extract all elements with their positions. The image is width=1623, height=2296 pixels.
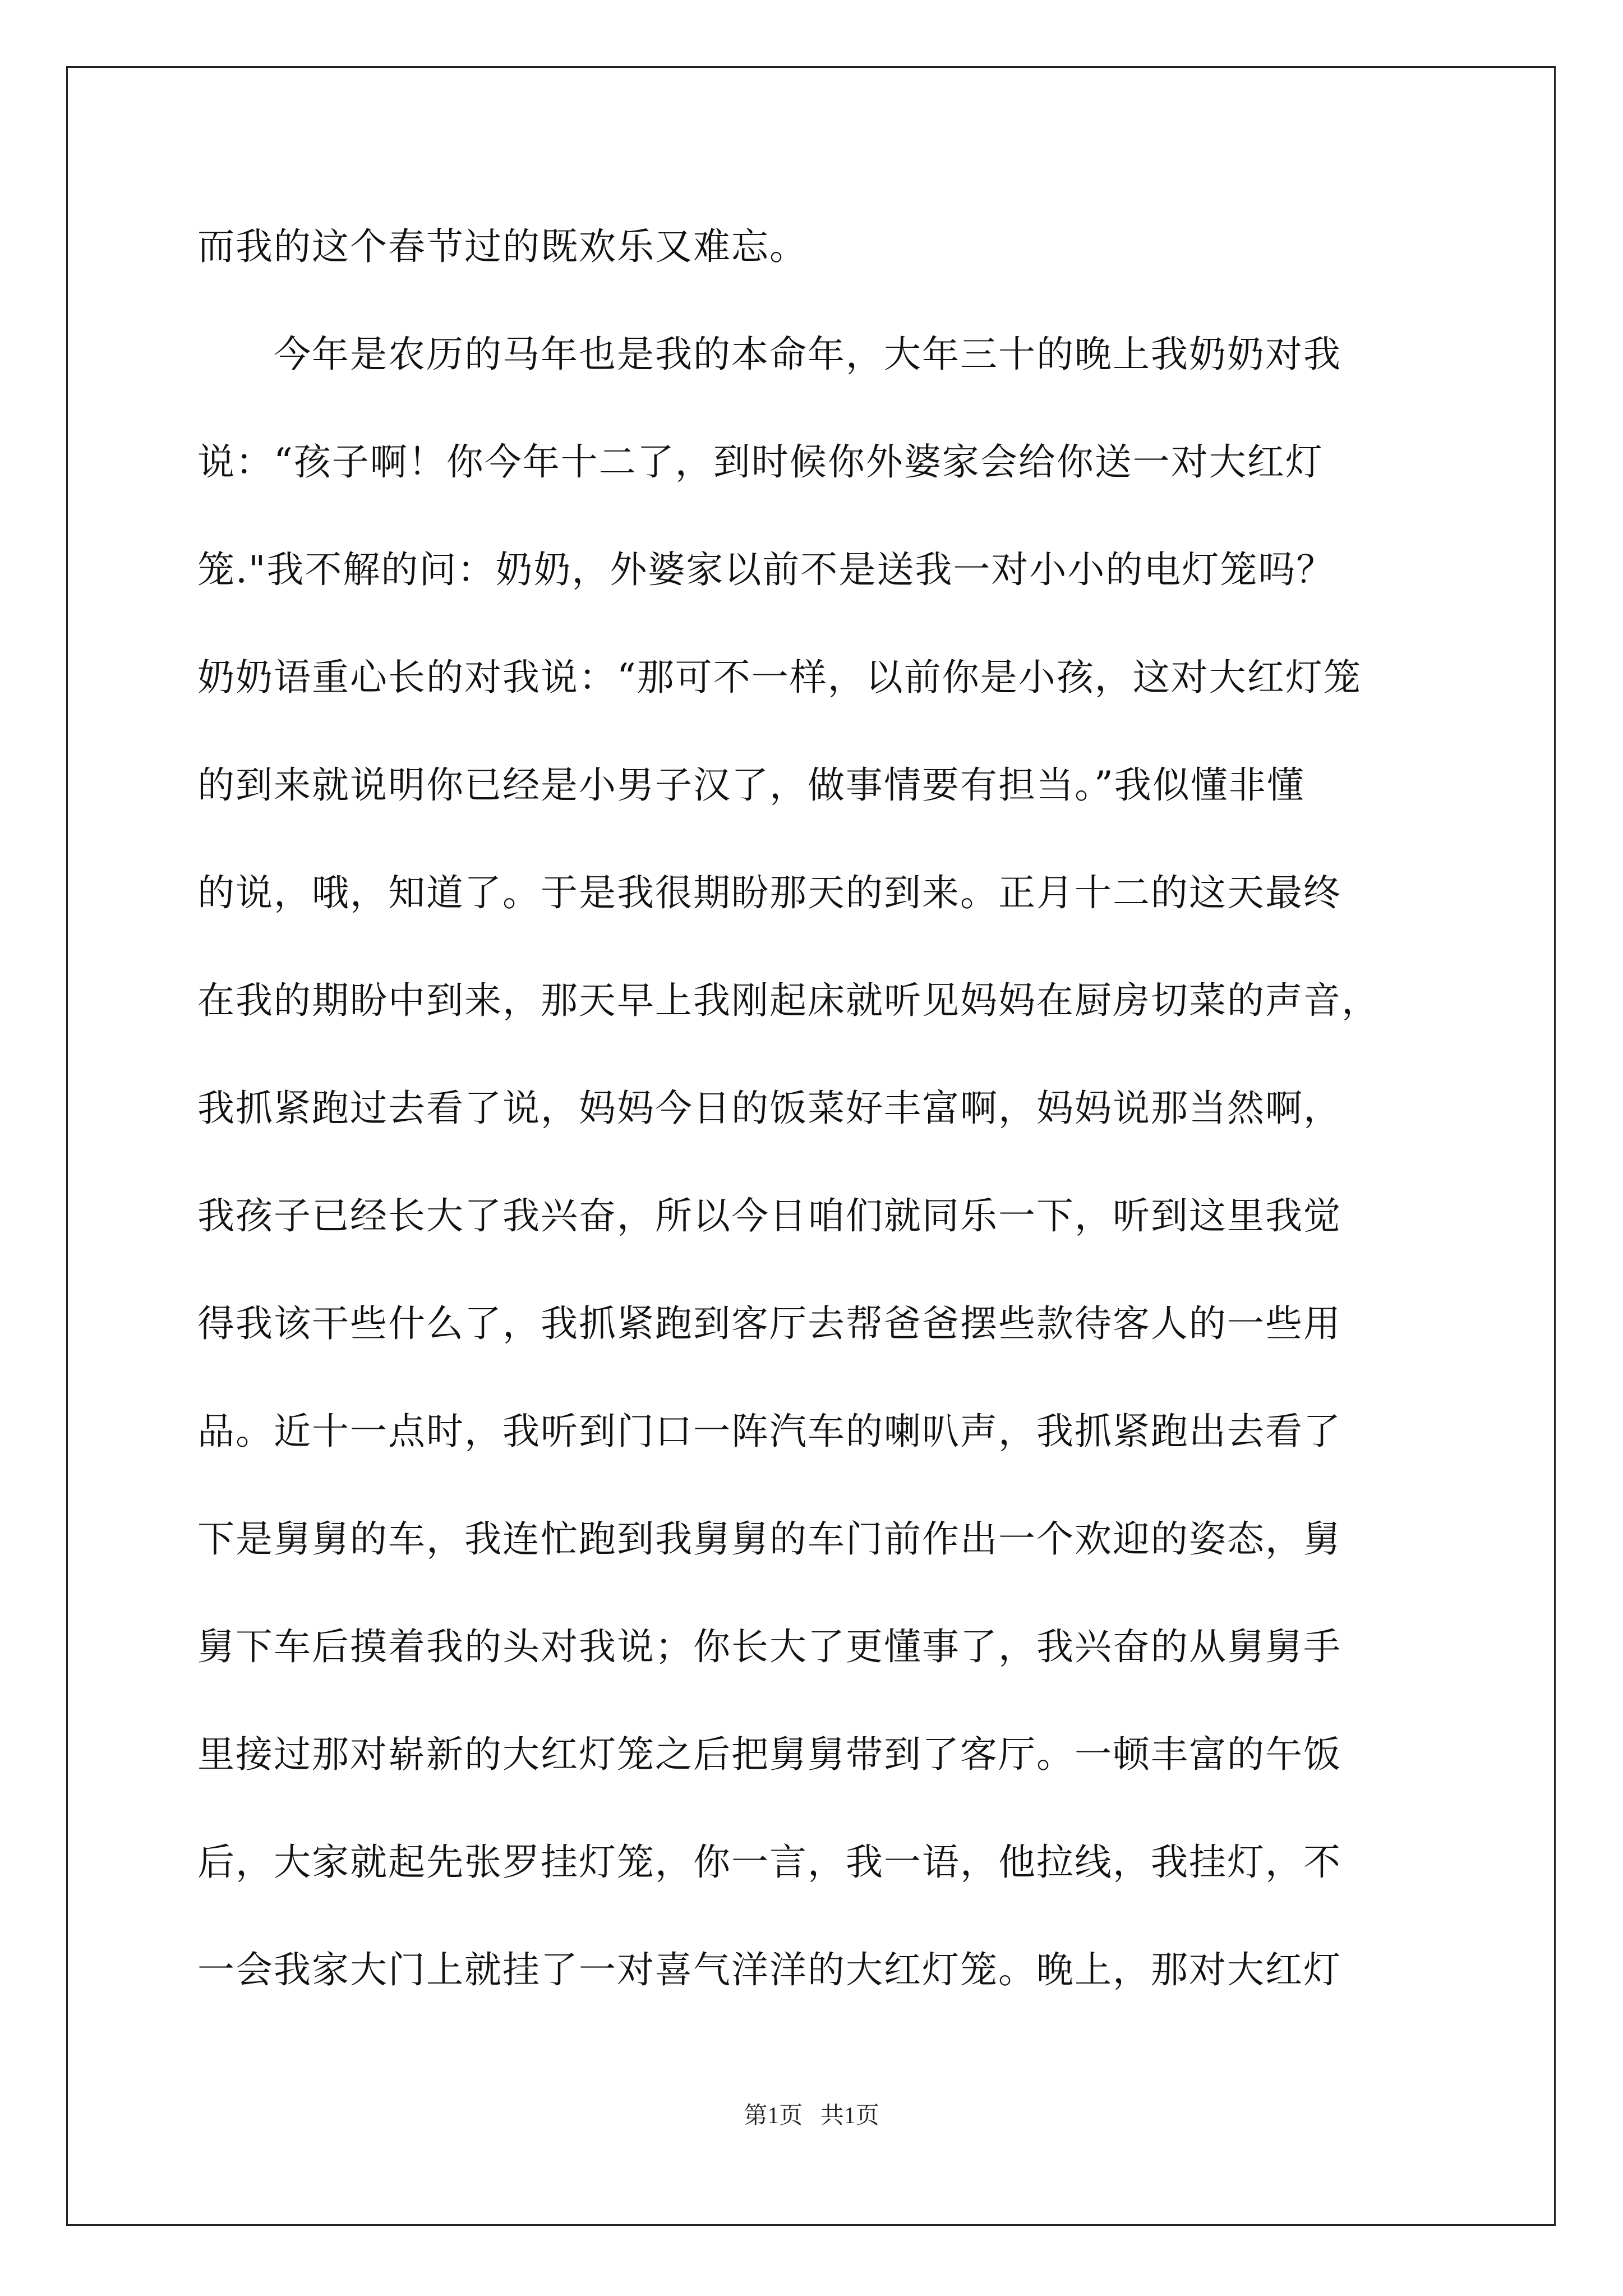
text-line: 舅下车后摸着我的头对我说；你长大了更懂事了，我兴奋的从舅舅手	[197, 1625, 1341, 1668]
text-line: 一会我家大门上就挂了一对喜气洋洋的大红灯笼。晚上，那对大红灯	[197, 1948, 1341, 1991]
text-line: 奶奶语重心长的对我说：“那可不一样，以前你是小孩，这对大红灯笼	[197, 656, 1362, 699]
page-total: 共1页	[820, 2103, 879, 2129]
page-number: 第1页	[744, 2103, 803, 2129]
text-line: 我孩子已经长大了我兴奋，所以今日咱们就同乐一下，听到这里我觉	[197, 1194, 1341, 1237]
text-line: 而我的这个春节过的既欢乐又难忘。	[197, 225, 808, 268]
text-line: 在我的期盼中到来，那天早上我刚起床就听见妈妈在厨房切菜的声音，	[197, 979, 1380, 1022]
text-line: 后，大家就起先张罗挂灯笼，你一言，我一语，他拉线，我挂灯，不	[197, 1841, 1341, 1884]
text-line: 下是舅舅的车，我连忙跑到我舅舅的车门前作出一个欢迎的姿态，舅	[197, 1517, 1341, 1561]
text-line: 我抓紧跑过去看了说，妈妈今日的饭菜好丰富啊，妈妈说那当然啊，	[197, 1087, 1341, 1130]
page-footer	[0, 2097, 1623, 2131]
text-line: 的到来就说明你已经是小男子汉了，做事情要有担当。”我似懂非懂	[197, 763, 1305, 807]
text-line: 里接过那对崭新的大红灯笼之后把舅舅带到了客厅。一顿丰富的午饭	[197, 1733, 1341, 1776]
text-line: 得我该干些什么了，我抓紧跑到客厅去帮爸爸摆些款待客人的一些用	[197, 1302, 1341, 1345]
text-line: 今年是农历的马年也是我的本命年，大年三十的晚上我奶奶对我	[197, 333, 1341, 376]
text-line: 品。近十一点时，我听到门口一阵汽车的喇叭声，我抓紧跑出去看了	[197, 1410, 1341, 1453]
text-line: 说：“孩子啊！你今年十二了，到时候你外婆家会给你送一对大红灯	[197, 440, 1324, 484]
text-line: 的说，哦，知道了。于是我很期盼那天的到来。正月十二的这天最终	[197, 871, 1341, 914]
text-line: 笼."我不解的问：奶奶，外婆家以前不是送我一对小小的电灯笼吗？	[197, 548, 1335, 591]
document-body	[197, 213, 1431, 2044]
